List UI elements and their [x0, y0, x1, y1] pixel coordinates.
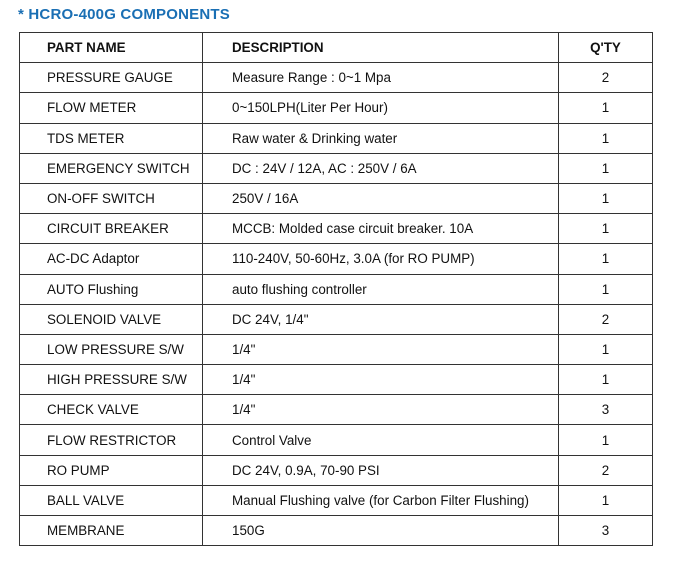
part-name-cell: LOW PRESSURE S/W [20, 334, 203, 364]
description-cell: Raw water & Drinking water [203, 123, 559, 153]
table-row [20, 63, 653, 93]
part-name-cell: RO PUMP [20, 455, 203, 485]
qty-cell: 1 [559, 365, 653, 395]
table-row [20, 485, 653, 515]
part-name-cell: TDS METER [20, 123, 203, 153]
description-cell: DC 24V, 1/4" [203, 304, 559, 334]
part-name-cell: SOLENOID VALVE [20, 304, 203, 334]
table-row [20, 455, 653, 485]
qty-cell: 3 [559, 395, 653, 425]
table-row [20, 93, 653, 123]
qty-cell: 1 [559, 244, 653, 274]
description-cell: 110-240V, 50-60Hz, 3.0A (for RO PUMP) [203, 244, 559, 274]
part-name-cell: FLOW METER [20, 93, 203, 123]
table-row [20, 334, 653, 364]
description-cell: 0~150LPH(Liter Per Hour) [203, 93, 559, 123]
qty-cell: 1 [559, 123, 653, 153]
table-row [20, 244, 653, 274]
qty-cell: 3 [559, 516, 653, 546]
description-cell: 250V / 16A [203, 183, 559, 213]
qty-cell: 1 [559, 274, 653, 304]
table-row [20, 516, 653, 546]
part-name-cell: CIRCUIT BREAKER [20, 214, 203, 244]
part-name-cell: BALL VALVE [20, 485, 203, 515]
qty-cell: 1 [559, 334, 653, 364]
description-cell: Control Valve [203, 425, 559, 455]
header-description: DESCRIPTION [203, 33, 559, 63]
qty-cell: 2 [559, 304, 653, 334]
description-cell: Manual Flushing valve (for Carbon Filter Flushing) [203, 485, 559, 515]
part-name-cell: AC-DC Adaptor [20, 244, 203, 274]
header-part-name: PART NAME [20, 33, 203, 63]
page-title: * HCRO-400G COMPONENTS [18, 6, 230, 23]
table-row [20, 304, 653, 334]
description-cell: auto flushing controller [203, 274, 559, 304]
table-row [20, 365, 653, 395]
qty-cell: 1 [559, 183, 653, 213]
part-name-cell: PRESSURE GAUGE [20, 63, 203, 93]
description-cell: 1/4" [203, 395, 559, 425]
qty-cell: 1 [559, 485, 653, 515]
description-cell: 1/4" [203, 334, 559, 364]
qty-cell: 1 [559, 214, 653, 244]
table-row [20, 425, 653, 455]
part-name-cell: EMERGENCY SWITCH [20, 153, 203, 183]
table-header-row [20, 33, 653, 63]
qty-cell: 1 [559, 425, 653, 455]
description-cell: DC 24V, 0.9A, 70-90 PSI [203, 455, 559, 485]
qty-cell: 1 [559, 93, 653, 123]
qty-cell: 2 [559, 63, 653, 93]
table-row [20, 274, 653, 304]
part-name-cell: ON-OFF SWITCH [20, 183, 203, 213]
description-cell: MCCB: Molded case circuit breaker. 10A [203, 214, 559, 244]
part-name-cell: FLOW RESTRICTOR [20, 425, 203, 455]
table-row [20, 214, 653, 244]
part-name-cell: MEMBRANE [20, 516, 203, 546]
description-cell: 150G [203, 516, 559, 546]
table-row [20, 183, 653, 213]
description-cell: DC : 24V / 12A, AC : 250V / 6A [203, 153, 559, 183]
table-row [20, 395, 653, 425]
part-name-cell: HIGH PRESSURE S/W [20, 365, 203, 395]
description-cell: Measure Range : 0~1 Mpa [203, 63, 559, 93]
part-name-cell: AUTO Flushing [20, 274, 203, 304]
part-name-cell: CHECK VALVE [20, 395, 203, 425]
table-row [20, 153, 653, 183]
table-row [20, 123, 653, 153]
header-qty: Q'TY [559, 33, 653, 63]
components-table [19, 32, 653, 546]
description-cell: 1/4" [203, 365, 559, 395]
qty-cell: 2 [559, 455, 653, 485]
qty-cell: 1 [559, 153, 653, 183]
